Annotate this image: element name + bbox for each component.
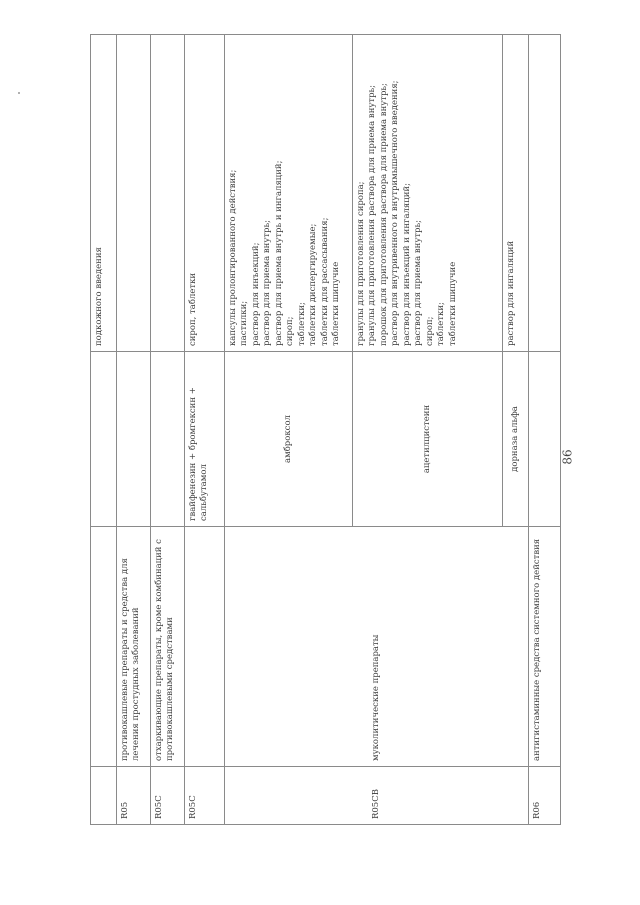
group-cell <box>185 527 225 767</box>
forms-cell <box>503 35 529 352</box>
table-row <box>225 35 353 825</box>
page-number: 86 <box>560 449 575 465</box>
table-row <box>151 35 185 825</box>
forms-cell <box>151 35 185 352</box>
table-row <box>529 35 561 825</box>
rotated-table-wrapper <box>90 35 560 825</box>
dosage-form: таблетки; <box>296 302 307 346</box>
dosage-form: таблетки диспергируемые; <box>308 223 319 346</box>
dosage-form: таблетки шипучие <box>447 261 458 346</box>
forms-cell <box>529 35 561 352</box>
substance-cell: амброксол <box>225 352 353 527</box>
dosage-form: капсулы пролонгированного действия; <box>228 169 238 346</box>
table-cell <box>91 767 117 825</box>
group-cell: противокашлевые препараты и средства для лечения простудных заболеваний <box>117 527 151 767</box>
dosage-form: гранулы для приготовления сиропа; <box>356 181 366 346</box>
substance-cell: дорназа альфа <box>503 352 529 527</box>
table-cell <box>91 527 117 767</box>
group-cell: отхаркивающие препараты, кроме комбинаций с противокашлевыми средствами <box>151 527 185 767</box>
substance-cell <box>151 352 185 527</box>
substance-cell <box>117 352 151 527</box>
dosage-form: пастилки; <box>239 300 250 346</box>
dosage-form: раствор для ингаляций <box>506 240 516 346</box>
dosage-form: гранулы для приготовления раствора для приема внутрь; <box>367 84 378 346</box>
dosage-form: порошок для приготовления раствора для приема внутрь; <box>378 83 389 346</box>
header-remnant-cell: подкожного введения <box>91 35 117 352</box>
scan-speck <box>18 92 20 94</box>
substance-cell <box>529 352 561 527</box>
dosage-form: таблетки шипучие <box>331 261 342 346</box>
forms-cell <box>185 35 225 352</box>
dosage-form: раствор для приема внутрь и ингаляций; <box>273 160 284 346</box>
atc-code-cell: R05 <box>117 767 151 825</box>
dosage-form: раствор для приема внутрь; <box>262 220 273 346</box>
forms-cell <box>225 35 353 352</box>
dosage-form: раствор для приема внутрь; <box>413 220 424 346</box>
table-row-header-remnant <box>91 35 117 825</box>
atc-code-cell: R06 <box>529 767 561 825</box>
atc-code-cell: R05C <box>185 767 225 825</box>
table-row <box>185 35 225 825</box>
dosage-form: таблетки для рассасывания; <box>319 217 330 346</box>
atc-code-cell: R05CB <box>225 767 529 825</box>
dosage-form: раствор для инъекций и ингаляций; <box>401 183 412 346</box>
substance-cell: гвайфенезин + бромгексин + сальбутамол <box>185 352 225 527</box>
substance-cell: ацетилцистеин <box>353 352 503 527</box>
table-row <box>117 35 151 825</box>
dosage-form: раствор для внутривенного и внутримышечного введения; <box>390 80 401 346</box>
forms-cell <box>117 35 151 352</box>
dosage-form: сироп; <box>424 316 435 346</box>
forms-cell <box>353 35 503 352</box>
dosage-form: сироп, таблетки <box>188 272 198 346</box>
table-cell <box>91 352 117 527</box>
dosage-form: таблетки; <box>436 302 447 346</box>
dosage-form: раствор для инъекций; <box>250 242 261 346</box>
group-cell: антигистаминные средства системного действия <box>529 527 561 767</box>
dosage-form: сироп; <box>285 316 296 346</box>
drug-classification-table <box>90 34 561 825</box>
atc-code-cell: R05C <box>151 767 185 825</box>
group-cell: муколитические препараты <box>225 527 529 767</box>
